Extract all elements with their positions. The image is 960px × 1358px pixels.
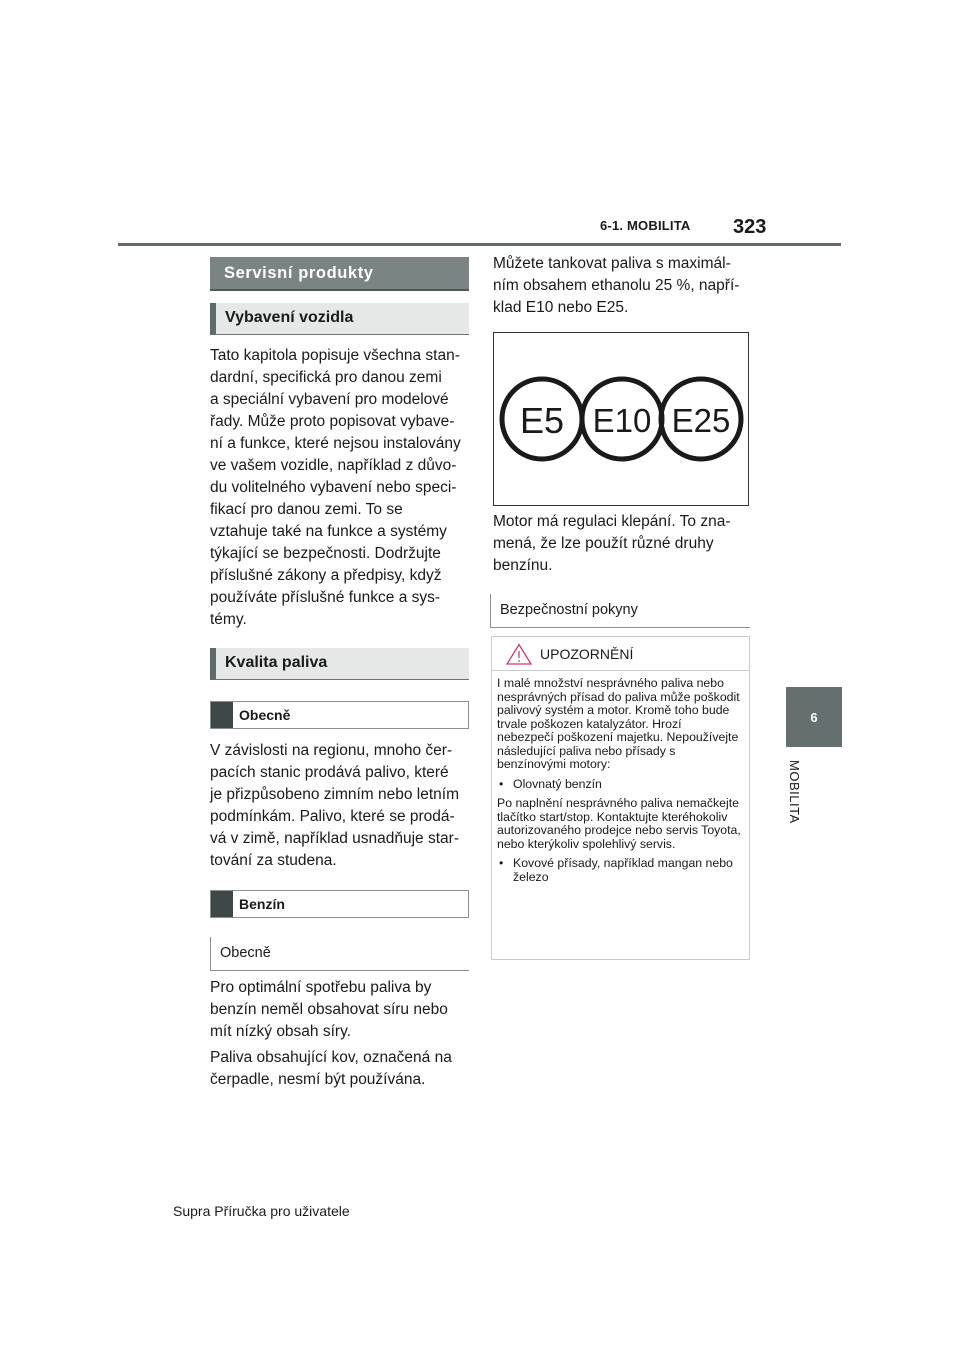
- warning-body: [492, 671, 749, 884]
- text-line: Můžete tankovat paliva s maximál-: [493, 255, 731, 272]
- text-line: tování za studena.: [210, 852, 337, 869]
- text-line: du volitelného vybavení nebo speci-: [210, 479, 457, 496]
- text-line: témy.: [210, 611, 247, 628]
- text-line: ním obsahem ethanolu 25 %, napří-: [493, 277, 740, 294]
- e5-label: [502, 379, 582, 459]
- text-line: čerpadle, nesmí být používána.: [210, 1071, 426, 1088]
- bullet-dot: •: [499, 856, 504, 870]
- footer-text: Supra Příručka pro uživatele: [173, 1203, 350, 1219]
- text-line: řady. Může proto popisovat vybave-: [210, 413, 455, 430]
- text-line: benzínu.: [493, 557, 553, 574]
- bullet-text: Olovnatý benzín: [513, 776, 602, 791]
- warning-title: UPOZORNĚNÍ: [540, 645, 634, 662]
- text-line: je přizpůsobeno zimním nebo letním: [210, 786, 459, 803]
- section-title: 6-1. MOBILITA: [600, 218, 691, 233]
- text-line: fikací pro danou zemi. To se: [210, 501, 403, 518]
- subheading-obecne: [210, 701, 469, 729]
- fuel-labels-figure: [493, 332, 749, 506]
- metal-paragraph: [210, 1047, 472, 1091]
- region-paragraph: [210, 740, 472, 872]
- text-line: vztahuje také na funkce a systémy: [210, 523, 447, 540]
- text-line: mená, že lze použít různé druhy: [493, 535, 714, 552]
- subheading-bar: [211, 891, 233, 917]
- text-line: V závislosti na regionu, mnoho čer-: [210, 742, 453, 759]
- subheading-label: Obecně: [239, 707, 291, 723]
- text-line: a speciální vybavení pro modelové: [210, 391, 449, 408]
- subheading-label: Benzín: [239, 896, 285, 912]
- bullet-dot: •: [499, 776, 504, 791]
- warning-bullet: [497, 857, 741, 884]
- text-line: pacích stanic prodává palivo, které: [210, 764, 449, 781]
- fuel-label-text: E25: [671, 402, 731, 439]
- bullet-text: Kovové přísady, například mangan nebo železo: [513, 856, 733, 884]
- warning-bullet: [497, 778, 741, 792]
- chapter-label: MOBILITA: [787, 760, 802, 824]
- heading-vybaveni-vozidla: Vybavení vozidla: [210, 303, 469, 335]
- header-rule: [118, 243, 841, 246]
- text-line: používáte příslušné funkce a sys-: [210, 589, 441, 606]
- text-line: Paliva obsahující kov, označená na: [210, 1049, 452, 1066]
- text-line: benzín neměl obsahovat síru nebo: [210, 1001, 448, 1018]
- chapter-tab[interactable]: 6: [786, 687, 842, 747]
- warning-icon: [506, 643, 532, 665]
- equipment-paragraph: [210, 345, 472, 631]
- text-line: podmínkám. Palivo, které se prodá-: [210, 808, 455, 825]
- text-line: klad E10 nebo E25.: [493, 299, 629, 316]
- knock-paragraph: [493, 511, 755, 577]
- text-line: příslušné zákony a předpisy, když: [210, 567, 442, 584]
- fuel-labels-graphic: [494, 333, 748, 505]
- text-line: Tato kapitola popisuje všechna stan-: [210, 347, 460, 364]
- text-line: Motor má regulaci klepání. To zna-: [493, 513, 731, 530]
- warning-text: Po naplnění nesprávného paliva nemačkejte tlačítko start/stop. Kontaktujte kteréhokoliv autorizovaného prodejce nebo servis Toyota, nebo kterýkoliv spolehlivý servis.: [497, 796, 741, 851]
- warning-text: I malé množství nesprávného paliva nebo nesprávných přísad do paliva může poškodit palivový systém a motor. Kromě toho bude trvale poškozen katalyzátor. Hrozí nebezpečí poškození majetku. Nepoužívejte následující paliva nebo přísady s benzínovými motory:: [497, 676, 740, 771]
- warning-header: [492, 637, 749, 671]
- fuel-label-text: E5: [519, 400, 565, 441]
- text-line: dardní, specifická pro danou zemi: [210, 369, 442, 386]
- ethanol-paragraph: [493, 253, 755, 319]
- text-line: Pro optimální spotřebu paliva by: [210, 979, 432, 996]
- heading-kvalita-paliva: Kvalita paliva: [210, 648, 469, 680]
- fuel-label-text: E10: [592, 402, 652, 439]
- sulfur-paragraph: [210, 977, 472, 1043]
- text-line: vá v zimě, například usnadňuje star-: [210, 830, 459, 847]
- page-number: 323: [733, 216, 767, 238]
- text-line: mít nízký obsah síry.: [210, 1023, 351, 1040]
- subheading-obecne-benzin: Obecně: [210, 937, 469, 971]
- text-line: ní a funkce, které nejsou instalovány: [210, 435, 461, 452]
- e10-label: [582, 379, 662, 459]
- text-line: ve vašem vozidle, například z důvo-: [210, 457, 457, 474]
- e25-label: [661, 379, 741, 459]
- warning-box: [491, 636, 750, 960]
- subheading-bar: [211, 702, 233, 728]
- text-line: týkající se bezpečnosti. Dodržujte: [210, 545, 441, 562]
- main-title: Servisní produkty: [210, 257, 469, 291]
- safety-heading: Bezpečnostní pokyny: [490, 594, 750, 628]
- subheading-benzin: [210, 890, 469, 918]
